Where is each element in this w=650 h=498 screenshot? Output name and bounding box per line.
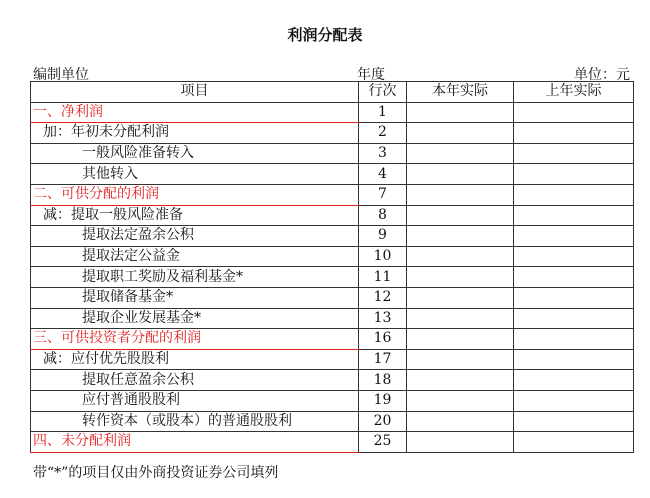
row-current-year-cell (407, 184, 514, 205)
fiscal-year-label: 年度 (357, 67, 385, 83)
table-row (31, 123, 634, 144)
row-current-year-cell (407, 390, 514, 411)
row-line-number: 11 (359, 267, 407, 288)
table-row (31, 329, 634, 350)
row-item-label: 提取储备基金* (31, 287, 359, 308)
table-row (31, 308, 634, 329)
row-line-number: 2 (359, 123, 407, 144)
row-current-year-cell (407, 246, 514, 267)
row-prior-year-cell (514, 226, 634, 247)
table-row (31, 287, 634, 308)
row-prior-year-cell (514, 164, 634, 185)
row-item-label: 提取企业发展基金* (31, 308, 359, 329)
row-current-year-cell (407, 226, 514, 247)
table-row (31, 246, 634, 267)
row-line-number: 9 (359, 226, 407, 247)
table-body (31, 102, 634, 452)
table-row (31, 164, 634, 185)
row-line-number: 8 (359, 205, 407, 226)
row-line-number: 10 (359, 246, 407, 267)
row-prior-year-cell (514, 287, 634, 308)
row-item-label: 提取职工奖励及福利基金* (31, 267, 359, 288)
row-line-number: 25 (359, 432, 407, 453)
row-item-label: 四、未分配利润 (31, 432, 359, 453)
row-item-label: 减：提取一般风险准备 (31, 205, 359, 226)
row-item-label: 其他转入 (31, 164, 359, 185)
table-row (31, 349, 634, 370)
row-line-number: 4 (359, 164, 407, 185)
table-row (31, 370, 634, 391)
row-prior-year-cell (514, 411, 634, 432)
row-line-number: 18 (359, 370, 407, 391)
col-header-current-year: 本年实际 (407, 82, 514, 103)
currency-unit-label: 单位：元 (574, 67, 630, 83)
row-item-label: 应付普通股股利 (31, 390, 359, 411)
row-line-number: 12 (359, 287, 407, 308)
row-prior-year-cell (514, 432, 634, 453)
col-header-item: 项目 (31, 82, 359, 103)
row-prior-year-cell (514, 267, 634, 288)
table-row (31, 226, 634, 247)
row-current-year-cell (407, 123, 514, 144)
row-line-number: 17 (359, 349, 407, 370)
row-item-label: 加：年初未分配利润 (31, 123, 359, 144)
row-item-label: 一般风险准备转入 (31, 143, 359, 164)
row-item-label: 一、净利润 (31, 102, 359, 123)
col-header-line-no: 行次 (359, 82, 407, 103)
table-row (31, 432, 634, 453)
row-current-year-cell (407, 164, 514, 185)
row-current-year-cell (407, 370, 514, 391)
row-prior-year-cell (514, 184, 634, 205)
table-row (31, 267, 634, 288)
row-current-year-cell (407, 102, 514, 123)
row-item-label: 三、可供投资者分配的利润 (31, 329, 359, 350)
row-line-number: 1 (359, 102, 407, 123)
table-row (31, 390, 634, 411)
row-prior-year-cell (514, 308, 634, 329)
table-row (31, 143, 634, 164)
table-row (31, 184, 634, 205)
table-row (31, 102, 634, 123)
row-current-year-cell (407, 308, 514, 329)
table-row (31, 205, 634, 226)
row-line-number: 19 (359, 390, 407, 411)
row-prior-year-cell (514, 390, 634, 411)
row-line-number: 13 (359, 308, 407, 329)
table-row (31, 411, 634, 432)
row-item-label: 提取法定公益金 (31, 246, 359, 267)
row-prior-year-cell (514, 349, 634, 370)
row-prior-year-cell (514, 102, 634, 123)
page-title: 利润分配表 (287, 26, 363, 44)
reporting-unit-label: 编制单位 (33, 67, 89, 83)
row-prior-year-cell (514, 205, 634, 226)
row-current-year-cell (407, 432, 514, 453)
row-current-year-cell (407, 267, 514, 288)
row-line-number: 20 (359, 411, 407, 432)
row-prior-year-cell (514, 329, 634, 350)
row-current-year-cell (407, 411, 514, 432)
table-header-row (31, 82, 634, 103)
row-line-number: 7 (359, 184, 407, 205)
row-prior-year-cell (514, 370, 634, 391)
row-line-number: 3 (359, 143, 407, 164)
row-item-label: 转作资本（或股本）的普通股股利 (31, 411, 359, 432)
row-item-label: 二、可供分配的利润 (31, 184, 359, 205)
row-current-year-cell (407, 143, 514, 164)
row-line-number: 16 (359, 329, 407, 350)
row-current-year-cell (407, 329, 514, 350)
col-header-prior-year: 上年实际 (514, 82, 634, 103)
row-prior-year-cell (514, 123, 634, 144)
row-item-label: 提取法定盈余公积 (31, 226, 359, 247)
row-item-label: 减：应付优先股股利 (31, 349, 359, 370)
footnote: 带“*”的项目仅由外商投资证券公司填列 (33, 465, 279, 481)
row-prior-year-cell (514, 246, 634, 267)
row-prior-year-cell (514, 143, 634, 164)
row-item-label: 提取任意盈余公积 (31, 370, 359, 391)
profit-distribution-table (30, 81, 634, 453)
row-current-year-cell (407, 349, 514, 370)
row-current-year-cell (407, 287, 514, 308)
row-current-year-cell (407, 205, 514, 226)
